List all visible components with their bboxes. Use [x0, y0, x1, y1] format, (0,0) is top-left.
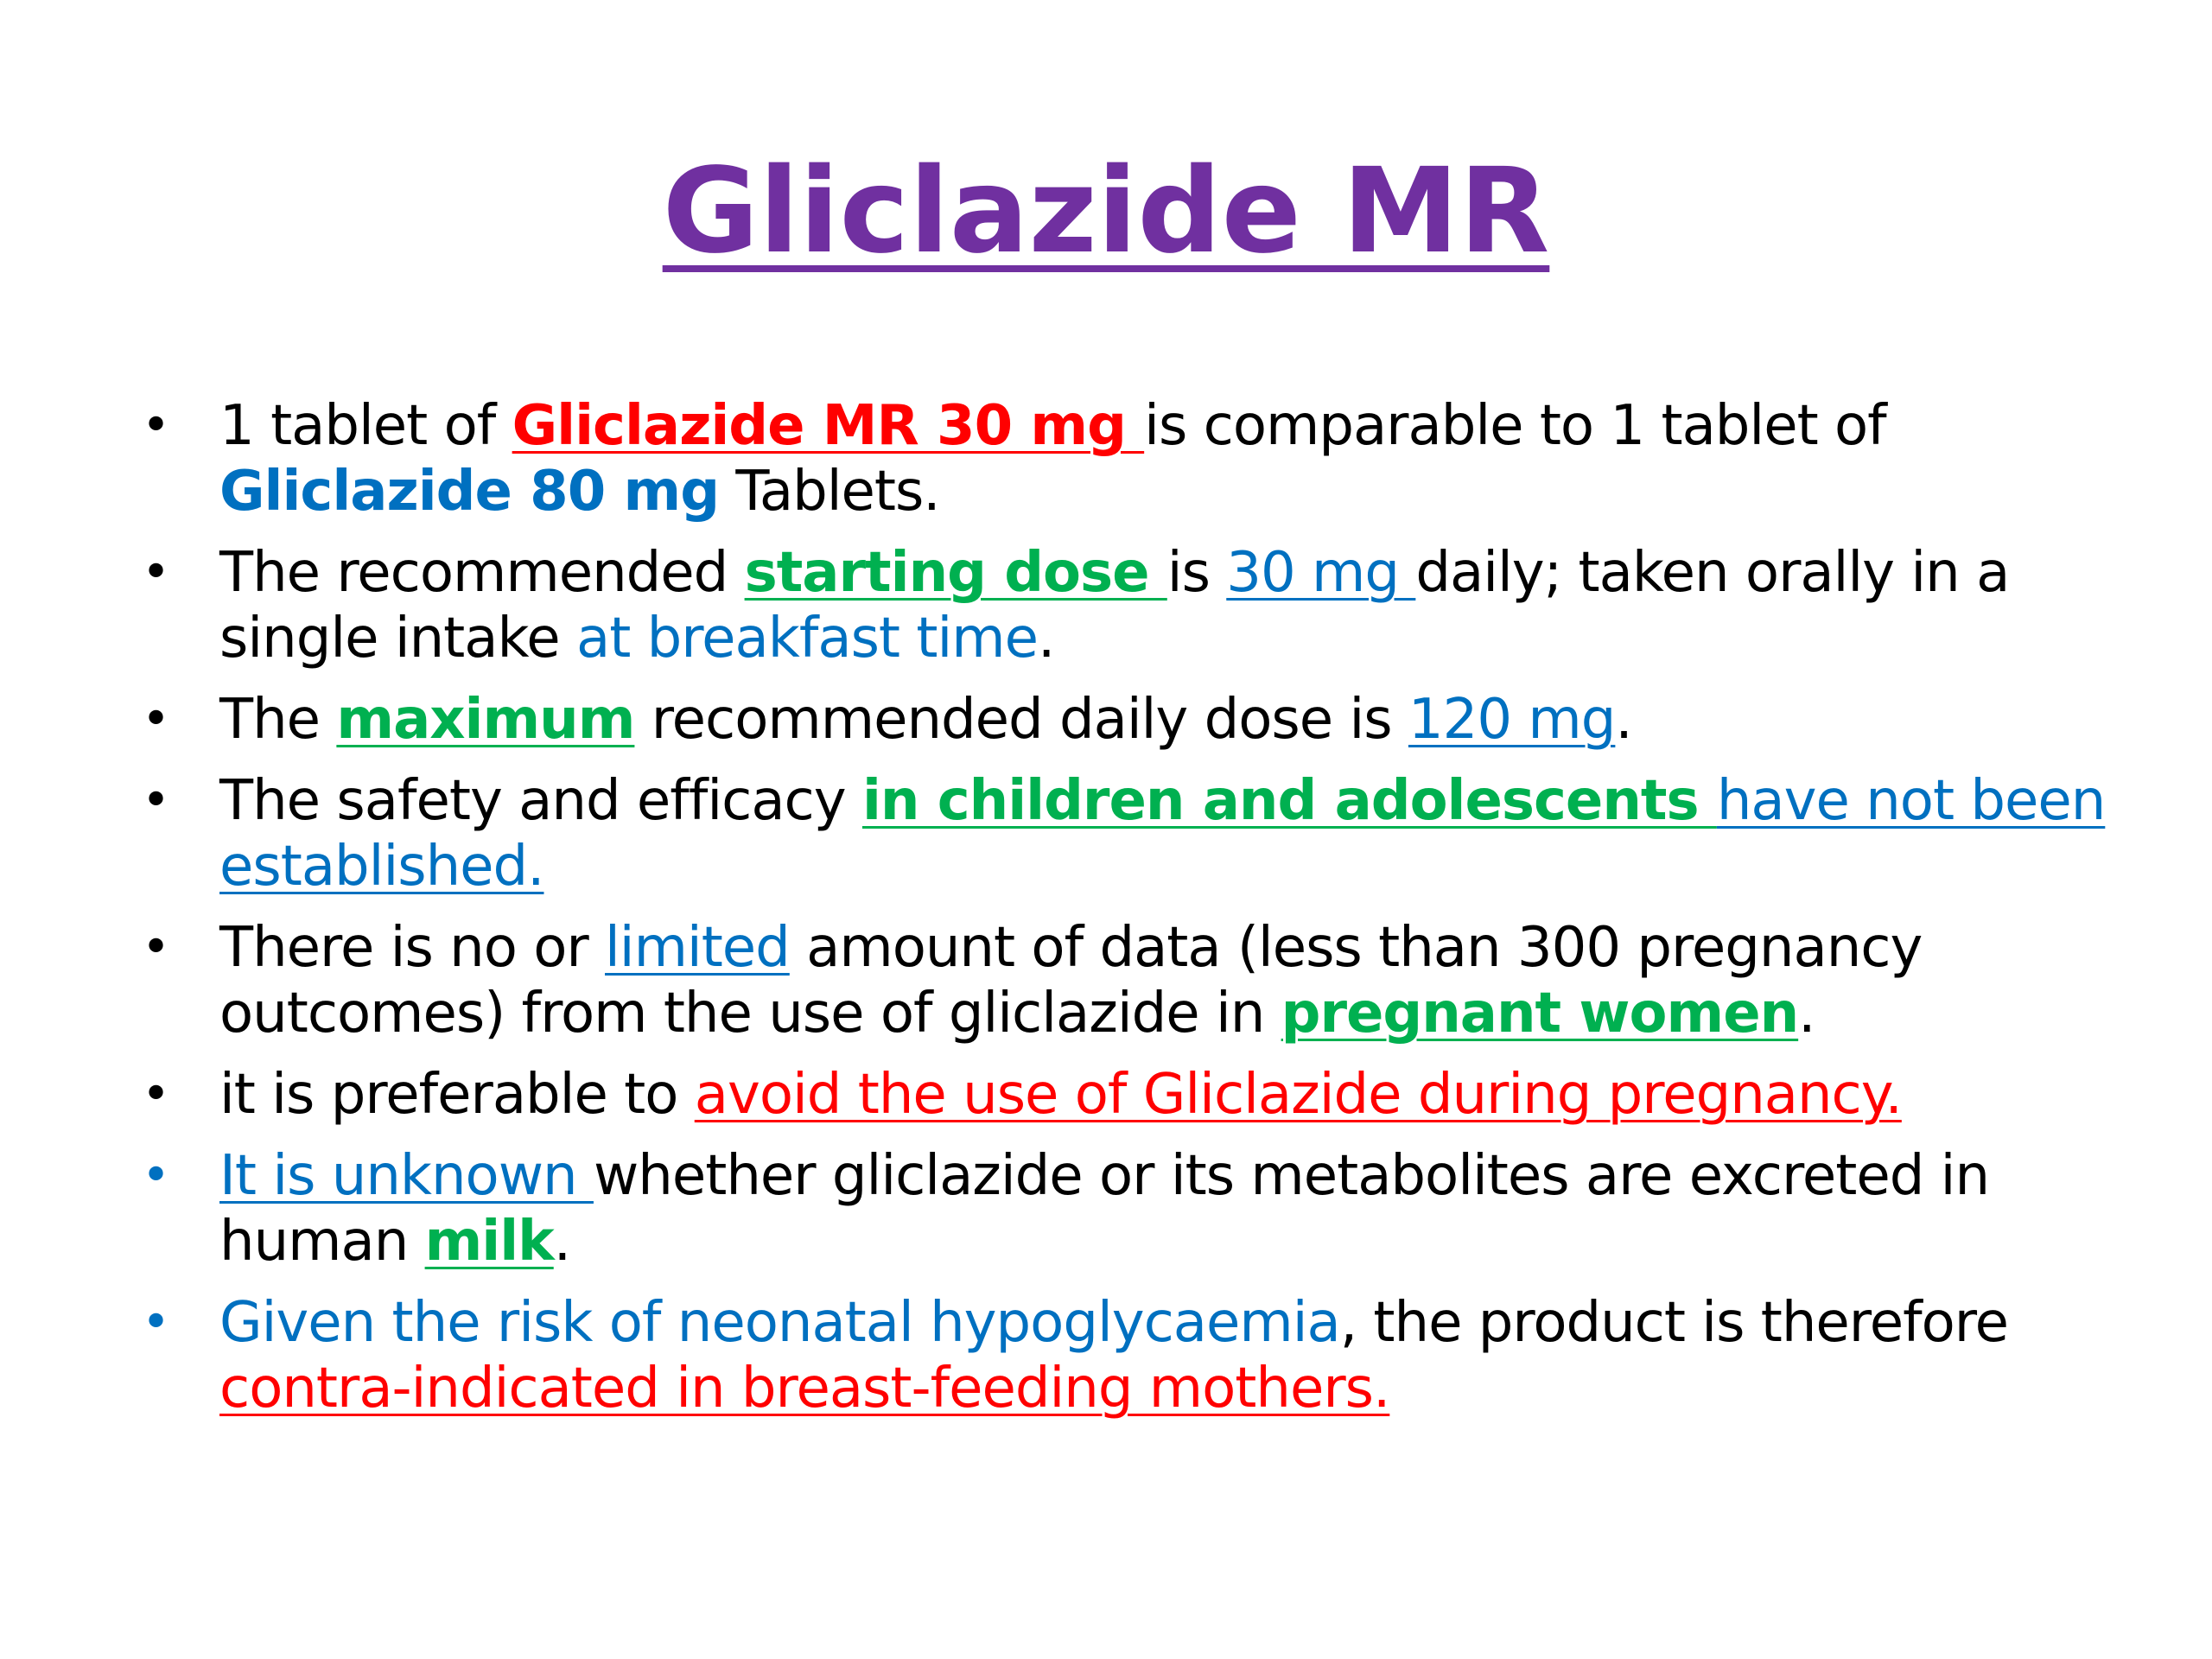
- segment: .: [553, 1210, 571, 1274]
- segment: Given the risk of neonatal hypoglycaemia: [219, 1291, 1340, 1355]
- segment: have not been established.: [219, 769, 2106, 899]
- segment: 1 tablet of: [219, 394, 512, 458]
- segment: It is unknown: [219, 1144, 594, 1208]
- bullet-item: [130, 1143, 2117, 1274]
- bullet-item: [130, 915, 2117, 1046]
- segment: .: [1615, 688, 1632, 752]
- segment: in children and adolescents: [861, 769, 1717, 833]
- bullet-dot-icon: •: [141, 772, 170, 829]
- segment: The: [219, 688, 337, 752]
- segment: avoid the use of Gliclazide during pregnancy.: [694, 1063, 1902, 1127]
- segment: at breakfast time: [575, 607, 1038, 671]
- segment: .: [1037, 607, 1055, 671]
- segment: limited: [605, 916, 790, 980]
- bullet-dot-icon: •: [141, 397, 170, 454]
- segment: is comparable to 1 tablet of: [1144, 394, 1886, 458]
- segment: it is preferable to: [219, 1063, 695, 1127]
- bullet-dot-icon: •: [141, 691, 170, 747]
- bullet-dot-icon: •: [141, 1294, 170, 1351]
- segment: pregnant women: [1281, 982, 1799, 1046]
- segment: 120 mg: [1408, 688, 1616, 752]
- segment: contra-indicated in breast-feeding mothers.: [219, 1357, 1390, 1421]
- slide-title: Gliclazide MR: [662, 143, 1550, 280]
- bullet-item: [130, 393, 2117, 524]
- bullet-list: [130, 393, 2117, 1437]
- segment: The safety and efficacy: [219, 769, 862, 833]
- bullet-item: [130, 768, 2117, 899]
- bullet-item: [130, 687, 2117, 753]
- segment: starting dose: [744, 541, 1167, 605]
- bullet-item: [130, 1062, 2117, 1128]
- segment: is: [1166, 541, 1227, 605]
- segment: milk: [424, 1210, 554, 1274]
- bullet-item: [130, 1290, 2117, 1421]
- segment: Gliclazide 80 mg: [219, 460, 719, 524]
- segment: , the product is therefore: [1339, 1291, 2009, 1355]
- bullet-dot-icon: •: [141, 1147, 170, 1204]
- segment: Gliclazide MR 30 mg: [512, 394, 1145, 458]
- bullet-dot-icon: •: [141, 919, 170, 976]
- bullet-dot-icon: •: [141, 544, 170, 601]
- segment: The recommended: [219, 541, 745, 605]
- segment: daily; taken orally in a single intake: [219, 541, 2010, 671]
- segment: .: [1798, 982, 1815, 1046]
- segment: 30 mg: [1226, 541, 1416, 605]
- segment: Tablets.: [719, 460, 940, 524]
- segment: maximum: [336, 688, 635, 752]
- segment: amount of data (less than 300 pregnancy outcomes) from the use of gliclazide in: [219, 916, 1923, 1046]
- segment: There is no or: [219, 916, 605, 980]
- bullet-dot-icon: •: [141, 1066, 170, 1122]
- segment: recommended daily dose is: [634, 688, 1408, 752]
- bullet-item: [130, 540, 2117, 671]
- segment: whether gliclazide or its metabolites are excreted in human: [219, 1144, 1989, 1274]
